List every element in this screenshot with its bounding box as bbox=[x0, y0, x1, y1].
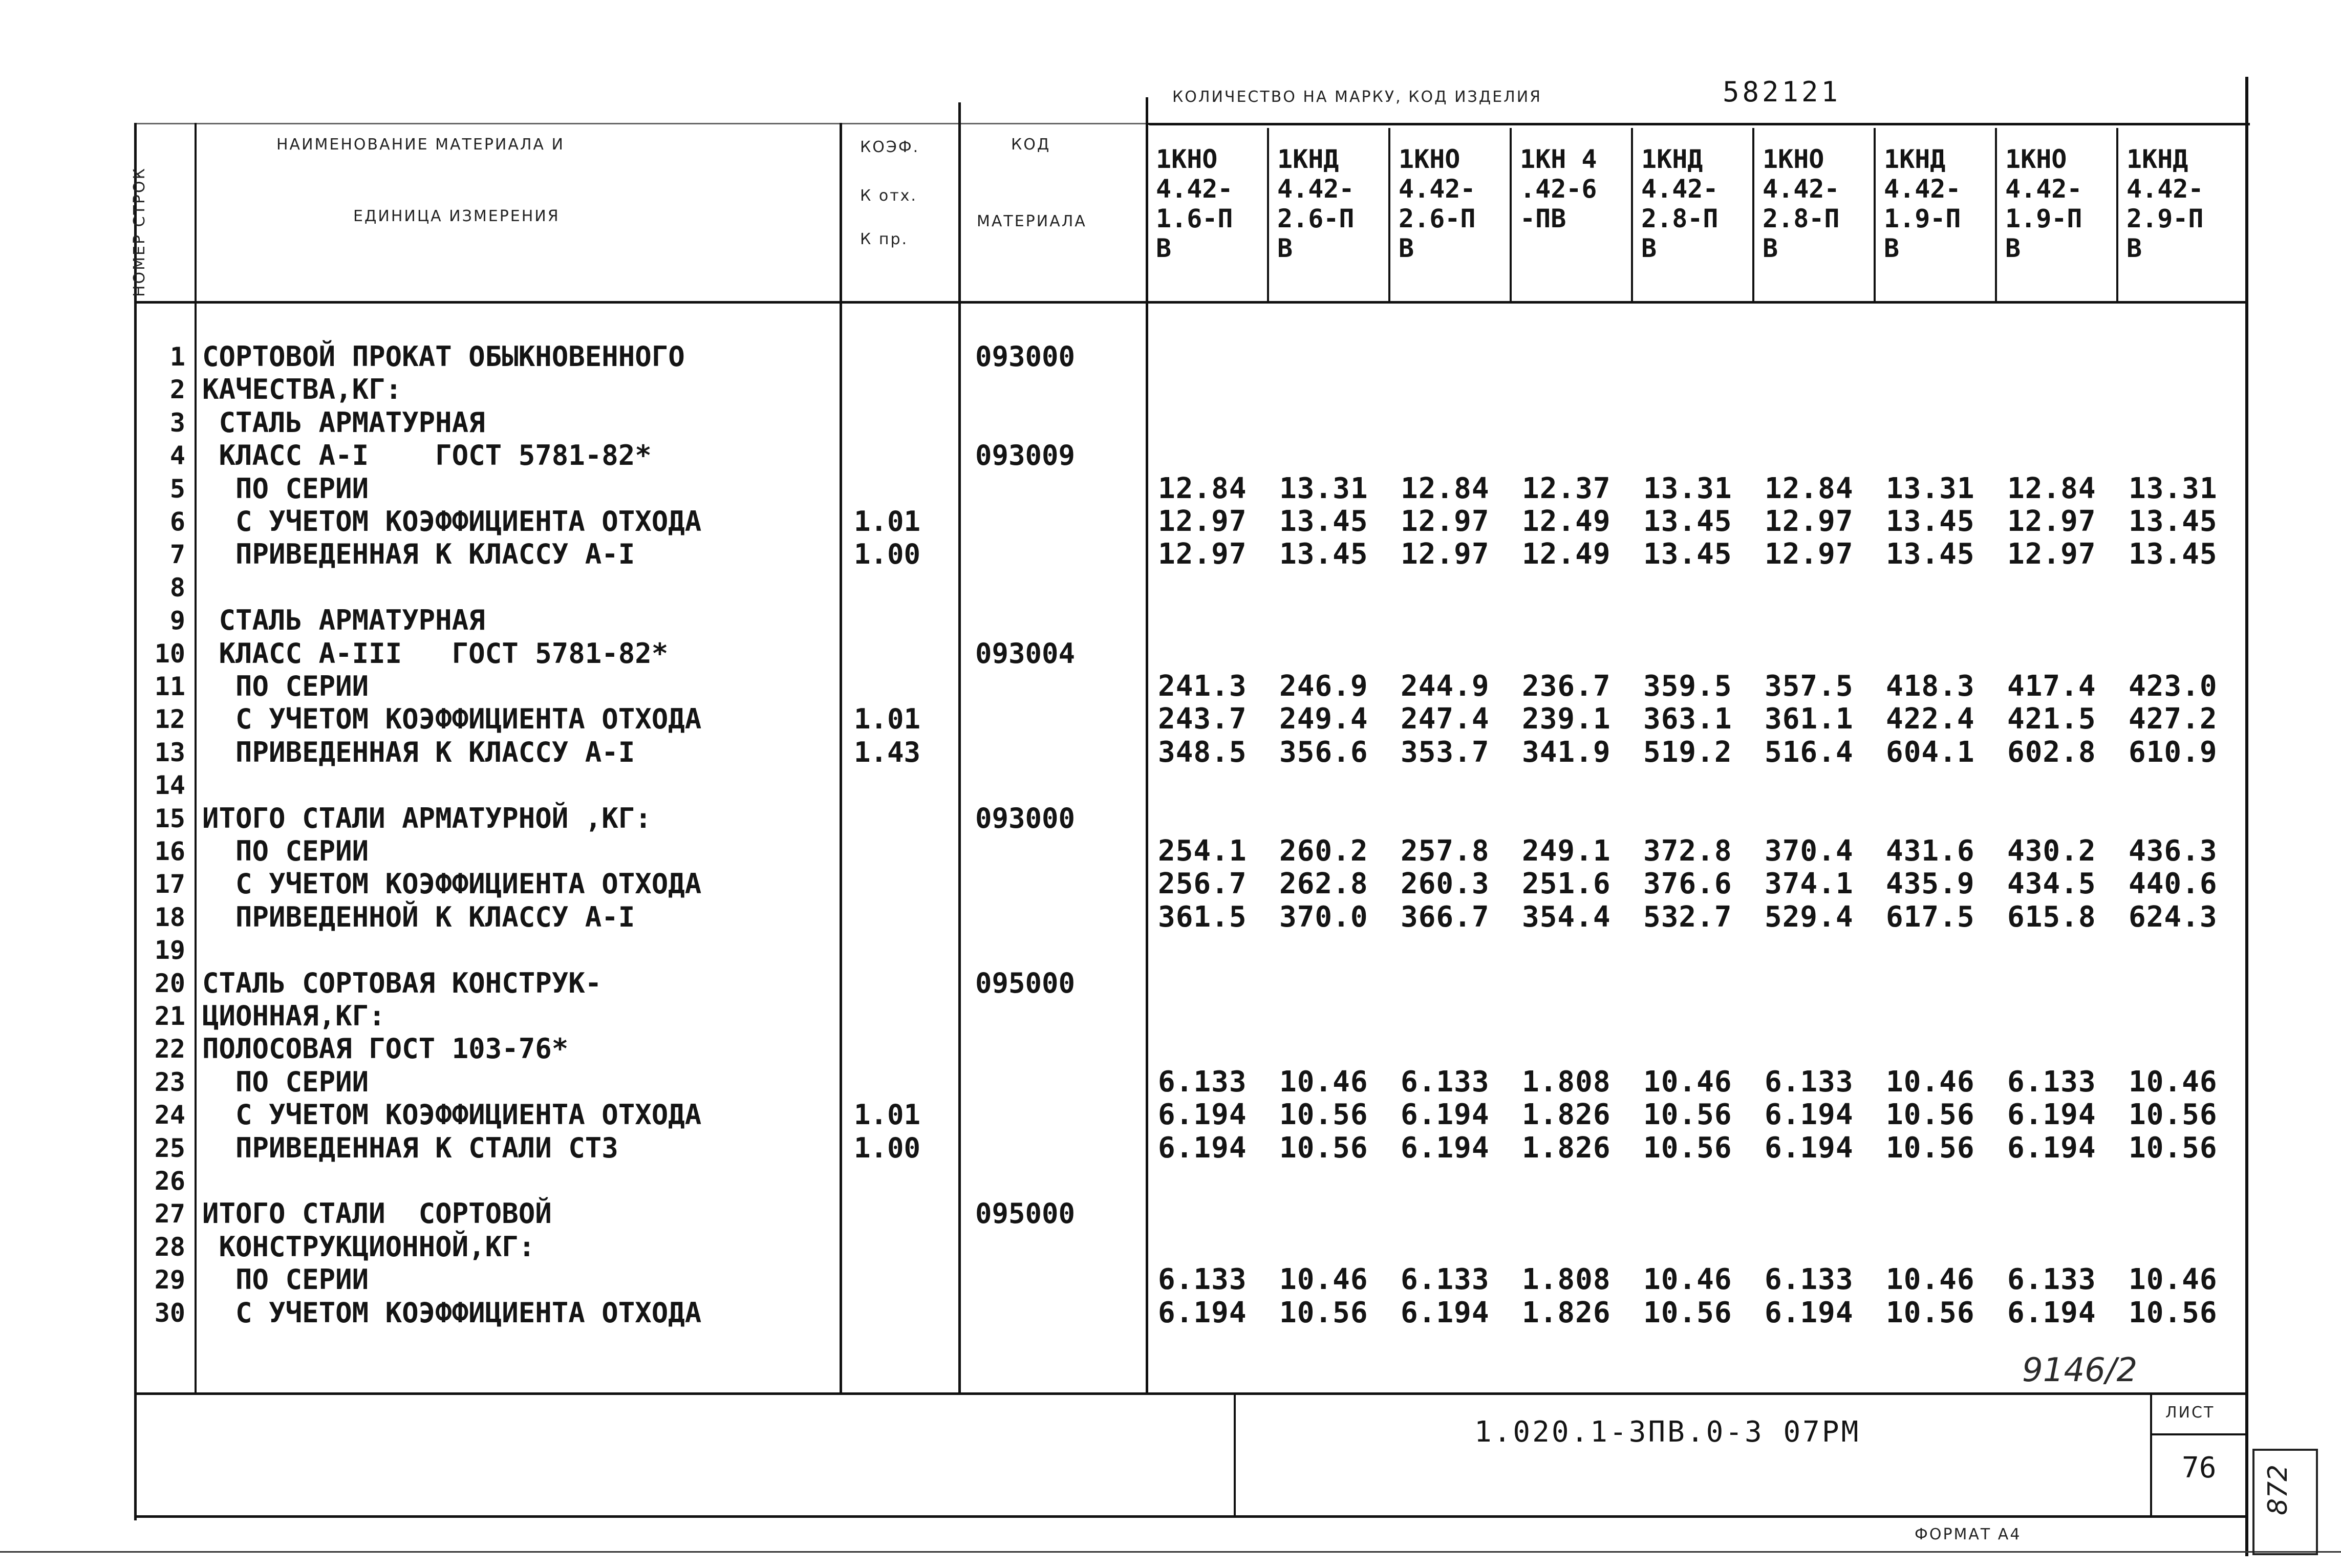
row-number: 12 bbox=[154, 704, 185, 734]
row-number: 11 bbox=[154, 672, 185, 701]
row-value-mark-7: 435.9 bbox=[1886, 867, 1975, 900]
row-number: 29 bbox=[154, 1265, 185, 1295]
row-label: ПО СЕРИИ bbox=[202, 472, 369, 505]
row-value-mark-6: 370.4 bbox=[1765, 834, 1854, 868]
row-value-mark-4: 239.1 bbox=[1522, 702, 1611, 736]
row-value-mark-2: 13.45 bbox=[1279, 538, 1368, 571]
row-value-mark-9: 10.46 bbox=[2129, 1065, 2218, 1099]
row-label: ПО СЕРИИ bbox=[202, 835, 369, 867]
title-block-sheet-line bbox=[2150, 1392, 2152, 1515]
row-value-mark-1: 361.5 bbox=[1158, 900, 1247, 934]
row-value-mark-4: 236.7 bbox=[1522, 670, 1611, 703]
row-value-mark-5: 10.56 bbox=[1643, 1296, 1732, 1329]
row-label: ПО СЕРИИ bbox=[202, 1263, 369, 1296]
row-value-mark-4: 1.808 bbox=[1522, 1263, 1611, 1296]
row-value-mark-8: 417.4 bbox=[2007, 670, 2096, 703]
row-label: С УЧЕТОМ КОЭФФИЦИЕНТА ОТХОДА bbox=[202, 1297, 702, 1329]
row-value-mark-8: 421.5 bbox=[2007, 702, 2096, 736]
col-name-header-line2: ЕДИНИЦА ИЗМЕРЕНИЯ bbox=[353, 207, 560, 225]
row-number: 9 bbox=[169, 606, 185, 635]
row-number: 21 bbox=[154, 1001, 185, 1031]
qty-header-title: КОЛИЧЕСТВО НА МАРКУ, КОД ИЗДЕЛИЯ bbox=[1172, 88, 1542, 106]
row-coefficient: 1.01 bbox=[854, 1099, 921, 1131]
format-label: ФОРМАТ А4 bbox=[1915, 1526, 2022, 1543]
row-material-code: 093004 bbox=[975, 637, 1076, 670]
row-value-mark-3: 12.84 bbox=[1401, 472, 1490, 505]
row-value-mark-2: 260.2 bbox=[1279, 834, 1368, 868]
row-value-mark-3: 6.194 bbox=[1401, 1098, 1490, 1131]
row-label: ПРИВЕДЕННАЯ К СТАЛИ СТ3 bbox=[202, 1132, 618, 1164]
mark-header-5: 1КНД 4.42- 2.8-П В bbox=[1641, 144, 1719, 263]
row-number: 20 bbox=[154, 969, 185, 998]
row-value-mark-5: 13.31 bbox=[1643, 472, 1732, 505]
row-number: 7 bbox=[169, 540, 185, 569]
row-label: ПРИВЕДЕННАЯ К КЛАССУ А-I bbox=[202, 538, 635, 570]
row-value-mark-4: 354.4 bbox=[1522, 900, 1611, 934]
row-value-mark-6: 6.194 bbox=[1765, 1098, 1854, 1131]
row-value-mark-8: 434.5 bbox=[2007, 867, 2096, 900]
row-value-mark-1: 348.5 bbox=[1158, 736, 1247, 769]
row-value-mark-2: 249.4 bbox=[1279, 702, 1368, 736]
row-value-mark-7: 617.5 bbox=[1886, 900, 1975, 934]
row-coefficient: 1.01 bbox=[854, 505, 921, 538]
row-value-mark-7: 10.46 bbox=[1886, 1263, 1975, 1296]
row-value-mark-1: 6.194 bbox=[1158, 1098, 1247, 1131]
row-value-mark-6: 357.5 bbox=[1765, 670, 1854, 703]
row-value-mark-7: 10.56 bbox=[1886, 1131, 1975, 1165]
row-value-mark-4: 341.9 bbox=[1522, 736, 1611, 769]
row-value-mark-9: 610.9 bbox=[2129, 736, 2218, 769]
row-label: ИТОГО СТАЛИ АРМАТУРНОЙ ,КГ: bbox=[202, 802, 652, 834]
row-value-mark-7: 10.46 bbox=[1886, 1065, 1975, 1099]
row-material-code: 093000 bbox=[975, 340, 1076, 373]
row-value-mark-7: 431.6 bbox=[1886, 834, 1975, 868]
row-number: 5 bbox=[169, 474, 185, 504]
row-value-mark-4: 12.49 bbox=[1522, 538, 1611, 571]
row-value-mark-4: 1.808 bbox=[1522, 1065, 1611, 1099]
col-code-header-line1: КОД bbox=[1011, 136, 1051, 154]
row-label: КАЧЕСТВА,КГ: bbox=[202, 373, 402, 405]
row-value-mark-4: 251.6 bbox=[1522, 867, 1611, 900]
row-value-mark-5: 10.46 bbox=[1643, 1263, 1732, 1296]
row-coefficient: 1.01 bbox=[854, 703, 921, 735]
row-value-mark-9: 13.45 bbox=[2129, 538, 2218, 571]
row-value-mark-9: 13.45 bbox=[2129, 505, 2218, 538]
mark-header-3: 1КНО 4.42- 2.6-П В bbox=[1399, 144, 1476, 263]
row-value-mark-2: 10.56 bbox=[1279, 1296, 1368, 1329]
row-label: ПО СЕРИИ bbox=[202, 670, 369, 702]
row-value-mark-6: 529.4 bbox=[1765, 900, 1854, 934]
row-value-mark-1: 6.133 bbox=[1158, 1065, 1247, 1099]
row-value-mark-1: 6.194 bbox=[1158, 1131, 1247, 1165]
row-number: 17 bbox=[154, 869, 185, 899]
row-value-mark-3: 6.133 bbox=[1401, 1065, 1490, 1099]
row-value-mark-3: 257.8 bbox=[1401, 834, 1490, 868]
row-value-mark-9: 10.46 bbox=[2129, 1263, 2218, 1296]
sheet-label: ЛИСТ bbox=[2165, 1404, 2215, 1422]
row-value-mark-6: 6.133 bbox=[1765, 1263, 1854, 1296]
row-label: С УЧЕТОМ КОЭФФИЦИЕНТА ОТХОДА bbox=[202, 703, 702, 735]
row-value-mark-7: 10.56 bbox=[1886, 1296, 1975, 1329]
row-value-mark-5: 10.56 bbox=[1643, 1131, 1732, 1165]
side-stamp: 872 bbox=[2263, 1464, 2293, 1515]
row-value-mark-1: 6.194 bbox=[1158, 1296, 1247, 1329]
row-value-mark-7: 418.3 bbox=[1886, 670, 1975, 703]
row-value-mark-6: 516.4 bbox=[1765, 736, 1854, 769]
row-label: КЛАСС А-I ГОСТ 5781-82* bbox=[202, 439, 652, 471]
row-material-code: 095000 bbox=[975, 1197, 1076, 1230]
row-coefficient: 1.00 bbox=[854, 538, 921, 570]
row-number: 2 bbox=[169, 375, 185, 404]
row-value-mark-7: 13.45 bbox=[1886, 505, 1975, 538]
row-number: 25 bbox=[154, 1133, 185, 1163]
row-number: 13 bbox=[154, 738, 185, 767]
row-value-mark-4: 1.826 bbox=[1522, 1296, 1611, 1329]
mark-header-1: 1КНО 4.42- 1.6-П В bbox=[1156, 144, 1233, 263]
row-label: С УЧЕТОМ КОЭФФИЦИЕНТА ОТХОДА bbox=[202, 1099, 702, 1131]
row-value-mark-9: 10.56 bbox=[2129, 1296, 2218, 1329]
row-value-mark-1: 254.1 bbox=[1158, 834, 1247, 868]
row-value-mark-8: 6.194 bbox=[2007, 1296, 2096, 1329]
row-number: 18 bbox=[154, 903, 185, 932]
row-value-mark-1: 12.97 bbox=[1158, 505, 1247, 538]
row-material-code: 093000 bbox=[975, 802, 1076, 834]
row-label: СОРТОВОЙ ПРОКАТ ОБЫКНОВЕННОГО bbox=[202, 340, 685, 373]
row-value-mark-1: 256.7 bbox=[1158, 867, 1247, 900]
col-coef-header-line1: КОЭФ. bbox=[860, 138, 920, 156]
row-value-mark-3: 244.9 bbox=[1401, 670, 1490, 703]
row-number: 28 bbox=[154, 1232, 185, 1262]
row-number: 3 bbox=[169, 408, 185, 438]
row-value-mark-6: 6.194 bbox=[1765, 1131, 1854, 1165]
title-block-left-line bbox=[1234, 1392, 1236, 1515]
row-number: 8 bbox=[169, 573, 185, 603]
row-number: 1 bbox=[169, 342, 185, 372]
row-value-mark-5: 13.45 bbox=[1643, 538, 1732, 571]
row-material-code: 093009 bbox=[975, 439, 1076, 471]
mark-header-9: 1КНД 4.42- 2.9-П В bbox=[2127, 144, 2204, 263]
row-value-mark-3: 12.97 bbox=[1401, 538, 1490, 571]
col-coef-header-line2: К отх. bbox=[860, 187, 917, 205]
row-value-mark-6: 374.1 bbox=[1765, 867, 1854, 900]
row-value-mark-9: 423.0 bbox=[2129, 670, 2218, 703]
col-coef-header-line3: К пр. bbox=[860, 230, 909, 248]
row-value-mark-8: 6.133 bbox=[2007, 1065, 2096, 1099]
row-value-mark-3: 6.194 bbox=[1401, 1131, 1490, 1165]
row-number: 19 bbox=[154, 935, 185, 965]
row-label: ПРИВЕДЕННАЯ К КЛАССУ А-I bbox=[202, 736, 635, 768]
row-number: 15 bbox=[154, 804, 185, 833]
row-value-mark-8: 6.194 bbox=[2007, 1098, 2096, 1131]
row-value-mark-1: 12.97 bbox=[1158, 538, 1247, 571]
row-value-mark-5: 13.45 bbox=[1643, 505, 1732, 538]
row-value-mark-2: 13.31 bbox=[1279, 472, 1368, 505]
row-value-mark-2: 10.46 bbox=[1279, 1065, 1368, 1099]
row-value-mark-5: 532.7 bbox=[1643, 900, 1732, 934]
row-value-mark-4: 12.37 bbox=[1522, 472, 1611, 505]
row-label: ПО СЕРИИ bbox=[202, 1066, 369, 1098]
row-label: СТАЛЬ АРМАТУРНАЯ bbox=[202, 604, 485, 636]
row-number: 4 bbox=[169, 441, 185, 470]
row-value-mark-8: 12.97 bbox=[2007, 505, 2096, 538]
row-coefficient: 1.43 bbox=[854, 736, 921, 768]
row-value-mark-3: 260.3 bbox=[1401, 867, 1490, 900]
row-value-mark-5: 10.56 bbox=[1643, 1098, 1732, 1131]
row-value-mark-3: 12.97 bbox=[1401, 505, 1490, 538]
row-value-mark-2: 370.0 bbox=[1279, 900, 1368, 934]
row-value-mark-3: 6.194 bbox=[1401, 1296, 1490, 1329]
doc-code: 1.020.1-3ПВ.0-3 07РМ bbox=[1474, 1415, 1861, 1449]
mark-header-4: 1КН 4 .42-6 -ПВ bbox=[1520, 144, 1597, 233]
mark-header-2: 1КНД 4.42- 2.6-П В bbox=[1277, 144, 1355, 263]
row-value-mark-4: 1.826 bbox=[1522, 1131, 1611, 1165]
row-value-mark-6: 361.1 bbox=[1765, 702, 1854, 736]
row-label: ПРИВЕДЕННОЙ К КЛАССУ А-I bbox=[202, 901, 635, 933]
row-label: ИТОГО СТАЛИ СОРТОВОЙ bbox=[202, 1197, 552, 1230]
row-value-mark-7: 13.45 bbox=[1886, 538, 1975, 571]
row-value-mark-6: 6.133 bbox=[1765, 1065, 1854, 1099]
row-value-mark-5: 372.8 bbox=[1643, 834, 1732, 868]
row-value-mark-7: 604.1 bbox=[1886, 736, 1975, 769]
row-value-mark-4: 249.1 bbox=[1522, 834, 1611, 868]
col-rownum-header: НОМЕР СТРОК bbox=[131, 167, 148, 297]
row-value-mark-2: 246.9 bbox=[1279, 670, 1368, 703]
row-value-mark-2: 10.56 bbox=[1279, 1098, 1368, 1131]
row-value-mark-9: 13.31 bbox=[2129, 472, 2218, 505]
mark-header-6: 1КНО 4.42- 2.8-П В bbox=[1763, 144, 1840, 263]
col-code-header-line2: МАТЕРИАЛА bbox=[977, 212, 1087, 230]
row-value-mark-2: 10.46 bbox=[1279, 1263, 1368, 1296]
row-number: 6 bbox=[169, 507, 185, 536]
row-value-mark-6: 12.97 bbox=[1765, 538, 1854, 571]
row-label: СТАЛЬ АРМАТУРНАЯ bbox=[202, 406, 485, 439]
row-label: ЦИОННАЯ,КГ: bbox=[202, 1000, 385, 1032]
row-value-mark-2: 356.6 bbox=[1279, 736, 1368, 769]
title-block-sheet-divider bbox=[2150, 1433, 2247, 1435]
row-label: СТАЛЬ СОРТОВАЯ КОНСТРУК- bbox=[202, 967, 602, 999]
row-value-mark-8: 6.194 bbox=[2007, 1131, 2096, 1165]
mark-header-7: 1КНД 4.42- 1.9-П В bbox=[1884, 144, 1961, 263]
row-number: 10 bbox=[154, 639, 185, 669]
row-value-mark-1: 243.7 bbox=[1158, 702, 1247, 736]
handwritten-note: 9146/2 bbox=[2022, 1351, 2138, 1389]
qty-header-code: 582121 bbox=[1723, 76, 1841, 108]
row-label: КОНСТРУКЦИОННОЙ,КГ: bbox=[202, 1231, 535, 1263]
row-value-mark-4: 1.826 bbox=[1522, 1098, 1611, 1131]
row-value-mark-9: 427.2 bbox=[2129, 702, 2218, 736]
col-name-header-line1: НАИМЕНОВАНИЕ МАТЕРИАЛА И bbox=[276, 136, 565, 154]
row-value-mark-3: 247.4 bbox=[1401, 702, 1490, 736]
sheet-number: 76 bbox=[2182, 1451, 2217, 1485]
row-value-mark-5: 359.5 bbox=[1643, 670, 1732, 703]
row-value-mark-2: 13.45 bbox=[1279, 505, 1368, 538]
row-value-mark-4: 12.49 bbox=[1522, 505, 1611, 538]
row-value-mark-6: 12.84 bbox=[1765, 472, 1854, 505]
row-value-mark-5: 376.6 bbox=[1643, 867, 1732, 900]
row-value-mark-5: 10.46 bbox=[1643, 1065, 1732, 1099]
row-label: КЛАСС А-III ГОСТ 5781-82* bbox=[202, 637, 669, 670]
row-value-mark-9: 10.56 bbox=[2129, 1131, 2218, 1165]
row-number: 16 bbox=[154, 836, 185, 866]
row-value-mark-5: 519.2 bbox=[1643, 736, 1732, 769]
row-number: 24 bbox=[154, 1100, 185, 1130]
row-value-mark-8: 615.8 bbox=[2007, 900, 2096, 934]
mark-header-8: 1КНО 4.42- 1.9-П В bbox=[2005, 144, 2082, 263]
row-value-mark-8: 12.84 bbox=[2007, 472, 2096, 505]
row-value-mark-9: 436.3 bbox=[2129, 834, 2218, 868]
row-value-mark-5: 363.1 bbox=[1643, 702, 1732, 736]
row-value-mark-8: 602.8 bbox=[2007, 736, 2096, 769]
row-value-mark-2: 262.8 bbox=[1279, 867, 1368, 900]
row-value-mark-9: 440.6 bbox=[2129, 867, 2218, 900]
row-value-mark-1: 241.3 bbox=[1158, 670, 1247, 703]
row-value-mark-6: 6.194 bbox=[1765, 1296, 1854, 1329]
row-number: 14 bbox=[154, 770, 185, 800]
row-value-mark-8: 12.97 bbox=[2007, 538, 2096, 571]
row-value-mark-3: 353.7 bbox=[1401, 736, 1490, 769]
row-value-mark-8: 6.133 bbox=[2007, 1263, 2096, 1296]
row-value-mark-2: 10.56 bbox=[1279, 1131, 1368, 1165]
row-coefficient: 1.00 bbox=[854, 1132, 921, 1164]
row-value-mark-9: 624.3 bbox=[2129, 900, 2218, 934]
row-value-mark-7: 422.4 bbox=[1886, 702, 1975, 736]
row-value-mark-9: 10.56 bbox=[2129, 1098, 2218, 1131]
row-label: С УЧЕТОМ КОЭФФИЦИЕНТА ОТХОДА bbox=[202, 505, 702, 538]
row-number: 27 bbox=[154, 1199, 185, 1229]
row-value-mark-7: 13.31 bbox=[1886, 472, 1975, 505]
row-value-mark-6: 12.97 bbox=[1765, 505, 1854, 538]
row-number: 23 bbox=[154, 1067, 185, 1097]
row-value-mark-8: 430.2 bbox=[2007, 834, 2096, 868]
row-value-mark-1: 12.84 bbox=[1158, 472, 1247, 505]
row-material-code: 095000 bbox=[975, 967, 1076, 999]
row-value-mark-3: 6.133 bbox=[1401, 1263, 1490, 1296]
row-number: 26 bbox=[154, 1166, 185, 1196]
row-number: 22 bbox=[154, 1034, 185, 1064]
row-label: С УЧЕТОМ КОЭФФИЦИЕНТА ОТХОДА bbox=[202, 868, 702, 900]
row-value-mark-1: 6.133 bbox=[1158, 1263, 1247, 1296]
row-value-mark-7: 10.56 bbox=[1886, 1098, 1975, 1131]
row-value-mark-3: 366.7 bbox=[1401, 900, 1490, 934]
row-label: ПОЛОСОВАЯ ГОСТ 103-76* bbox=[202, 1033, 569, 1065]
row-number: 30 bbox=[154, 1298, 185, 1328]
